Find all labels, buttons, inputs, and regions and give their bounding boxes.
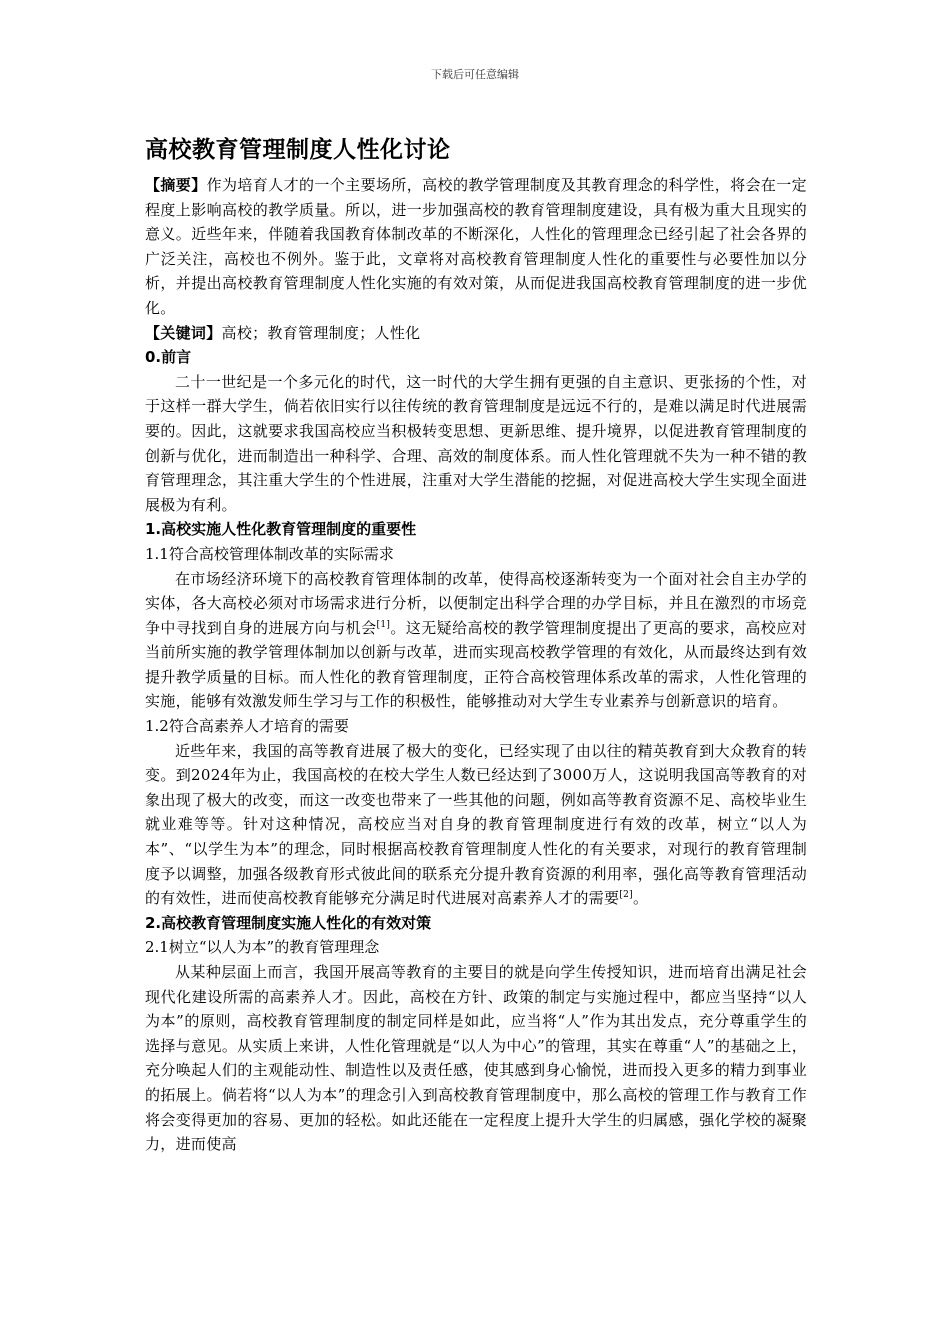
abstract-text: 作为培育人才的一个主要场所，高校的教学管理制度及其教育理念的科学性，将会在一定程度上影响高校的教学质量。所以，进一步加强高校的教育管理制度建设，具有极为重大且现实的意义。近些年来，伴随着我国教育体制改革的不断深化，人性化的管理理念已经引起了社会各界的广泛关注，高校也不例外。鉴于此，文章将对高校教育管理制度人性化的重要性与必要性加以分析，并提出高校教育管理制度人性化实施的有效对策，从而促进我国高校教育管理制度的进一步优化。 [145, 176, 807, 317]
header-note: 下载后可任意编辑 [431, 68, 519, 81]
document-title: 高校教育管理制度人性化讨论 [145, 137, 451, 163]
subsection-heading-1-1: 1.1符合高校管理体制改革的实际需求 [145, 544, 394, 563]
document-body [145, 133, 807, 1157]
citation-ref-1[interactable]: [1] [376, 619, 391, 630]
section-0-paragraph: 二十一世纪是一个多元化的时代，这一时代的大学生拥有更强的自主意识、更张扬的个性，对于这样一群大学生，倘若依旧实行以往传统的教育管理制度是远远不行的，是难以满足时代进展需要的。因此，这就要求我国高校应当积极转变思想、更新思维、提升境界，以促进教育管理制度的创新与优化，进而制造出一种科学、合理、高效的制度体系。而人性化管理就不失为一种不错的教育管理理念，其注重大学生的个性进展，注重对大学生潜能的挖掘，对促进高校大学生实现全面进展极为有利。 [145, 372, 807, 514]
citation-ref-2[interactable]: [2] [619, 890, 633, 901]
subsection-1-1-paragraph [145, 567, 807, 715]
subsection-heading-1-2: 1.2符合高素养人才培育的需要 [145, 717, 349, 736]
section-heading-0: 0.前言 [145, 348, 192, 367]
paragraph-text-part: 。 [632, 889, 649, 908]
keywords-text: 高校；教育管理制度；人性化 [221, 323, 421, 342]
section-heading-1: 1.高校实施人性化教育管理制度的重要性 [145, 520, 417, 539]
section-heading-2: 2.高校教育管理制度实施人性化的有效对策 [145, 913, 432, 932]
keywords [145, 321, 807, 346]
abstract [145, 173, 807, 321]
paragraph-text-part: 在市场经济环境下的高校教育管理体制的改革，使得高校逐渐转变为一个面对社会自主办学的实体，各大高校必须对市场需求进行分析，以便制定出科学合理的办学目标，并且在激烈的市场竞争中寻找到自身的进展方向与机会 [145, 569, 807, 637]
subsection-2-1-paragraph: 从某种层面上而言，我国开展高等教育的主要目的就是向学生传授知识，进而培育出满足社会现代化建设所需的高素养人才。因此，高校在方针、政策的制定与实施过程中，都应当坚持“以人为本”的原则，高校教育管理制度的制定同样是如此，应当将“人”作为其出发点，充分尊重学生的选择与意见。从实质上来讲，人性化管理就是“以人为中心”的管理，其实在尊重“人”的基础之上，充分唤起人们的主观能动性、制造性以及责任感，使其感到身心愉悦，进而投入更多的精力到事业的拓展上。倘若将“以人为本”的理念引入到高校教育管理制度中，那么高校的管理工作与教育工作将会变得更加的容易、更加的轻松。如此还能在一定程度上提升大学生的归属感，强化学校的凝聚力，进而使高 [145, 963, 807, 1154]
subsection-heading-2-1: 2.1树立“以人为本”的教育管理理念 [145, 938, 380, 957]
paragraph-text-part: 近些年来，我国的高等教育进展了极大的变化，已经实现了由以往的精英教育到大众教育的转变。到2024年为止，我国高校的在校大学生人数已经达到了3000万人，这说明我国高等教育的对象出现了极大的改变，而这一改变也带来了一些其他的问题，例如高等教育资源不足、高校毕业生就业难等等。针对这种情况，高校应当对自身的教育管理制度进行有效的改革，树立“以人为本”、“以学生为本”的理念，同时根据高校教育管理制度人性化的有关要求，对现行的教育管理制度予以调整，加强各级教育形式彼此间的联系充分提升教育资源的利用率，强化高等教育管理活动的有效性，进而使高校教育能够充分满足时代进展对高素养人才的需要 [145, 741, 807, 908]
abstract-label: 【摘要】 [145, 176, 207, 194]
paragraph-text-part: 。这无疑给高校的教学管理制度提出了更高的要求，高校应对当前所实施的教学管理体制加以创新与改革，进而实现高校教学管理的有效化，从而最终达到有效提升教学质量的目标。而人性化的教育管理制度，正符合高校管理体系改革的需求，人性化管理的实施，能够有效激发师生学习与工作的积极性，能够推动对大学生专业素养与创新意识的培育。 [145, 618, 807, 711]
keywords-label: 【关键词】 [145, 323, 222, 342]
subsection-1-2-paragraph [145, 739, 807, 911]
